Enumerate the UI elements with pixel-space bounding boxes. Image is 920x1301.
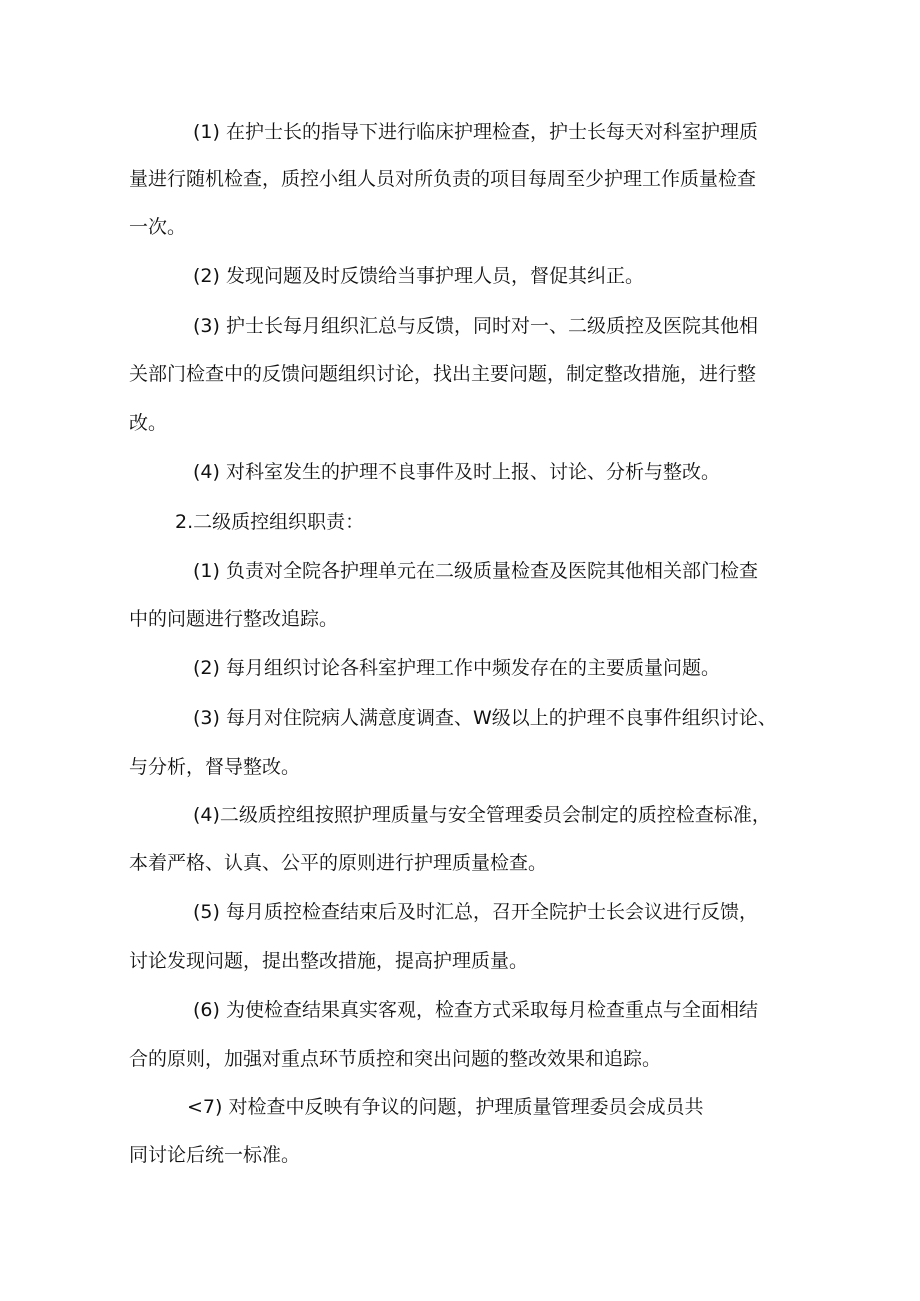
item-2-6-line-1: (6) 为使检查结果真实客观，检查方式采取每月检查重点与全面相结 (193, 999, 758, 1021)
item-2-6-line-2: 合的原则，加强对重点环节质控和突出问题的整改效果和追踪。 (129, 1048, 662, 1070)
item-2-7-line-1: <7) 对检查中反映有争议的问题，护理质量管理委员会成员共 (187, 1096, 704, 1118)
item-2-7-line-2: 同讨论后统一标准。 (129, 1144, 301, 1166)
item-2-3-line-1: (3) 每月对住院病人满意度调查、W级以上的护理不良事件组织讨论、 (193, 707, 777, 729)
item-2-5-line-2: 讨论发现问题，提出整改措施，提高护理质量。 (129, 950, 529, 972)
item-1-3-line-1: (3) 护士长每月组织汇总与反馈，同时对一、二级质控及医院其他相 (193, 315, 758, 337)
item-1-1-line-3: 一次。 (129, 216, 187, 238)
item-2-1-line-1: (1) 负责对全院各护理单元在二级质量检查及医院其他相关部门检查 (193, 560, 758, 582)
item-1-1-line-2: 量进行随机检查，质控小组人员对所负责的项目每周至少护理工作质量检查 (129, 168, 757, 190)
item-1-3-line-2: 关部门检查中的反馈问题组织讨论，找出主要问题，制定整改措施，进行整 (129, 363, 757, 385)
item-1-3-line-3: 改。 (129, 412, 168, 434)
section-heading-2: 2.二级质控组织职责： (175, 511, 365, 533)
item-2-4-line-1: (4)二级质控组按照护理质量与安全管理委员会制定的质控检查标准， (193, 804, 771, 826)
item-1-2: (2) 发现问题及时反馈给当事护理人员，督促其纠正。 (193, 265, 644, 287)
item-2-5-line-1: (5) 每月质控检查结束后及时汇总，召开全院护士长会议进行反馈， (193, 901, 758, 923)
item-1-1-line-1: (1) 在护士长的指导下进行临床护理检查，护士长每天对科室护理质 (193, 121, 758, 143)
item-2-2: (2) 每月组织讨论各科室护理工作中频发存在的主要质量问题。 (193, 657, 720, 679)
item-1-4: (4) 对科室发生的护理不良事件及时上报、讨论、分析与整改。 (193, 461, 720, 483)
item-2-1-line-2: 中的问题进行整改追踪。 (129, 608, 339, 630)
item-2-4-line-2: 本着严格、认真、公平的原则进行护理质量检查。 (129, 852, 548, 874)
item-2-3-line-2: 与分析，督导整改。 (129, 756, 301, 778)
